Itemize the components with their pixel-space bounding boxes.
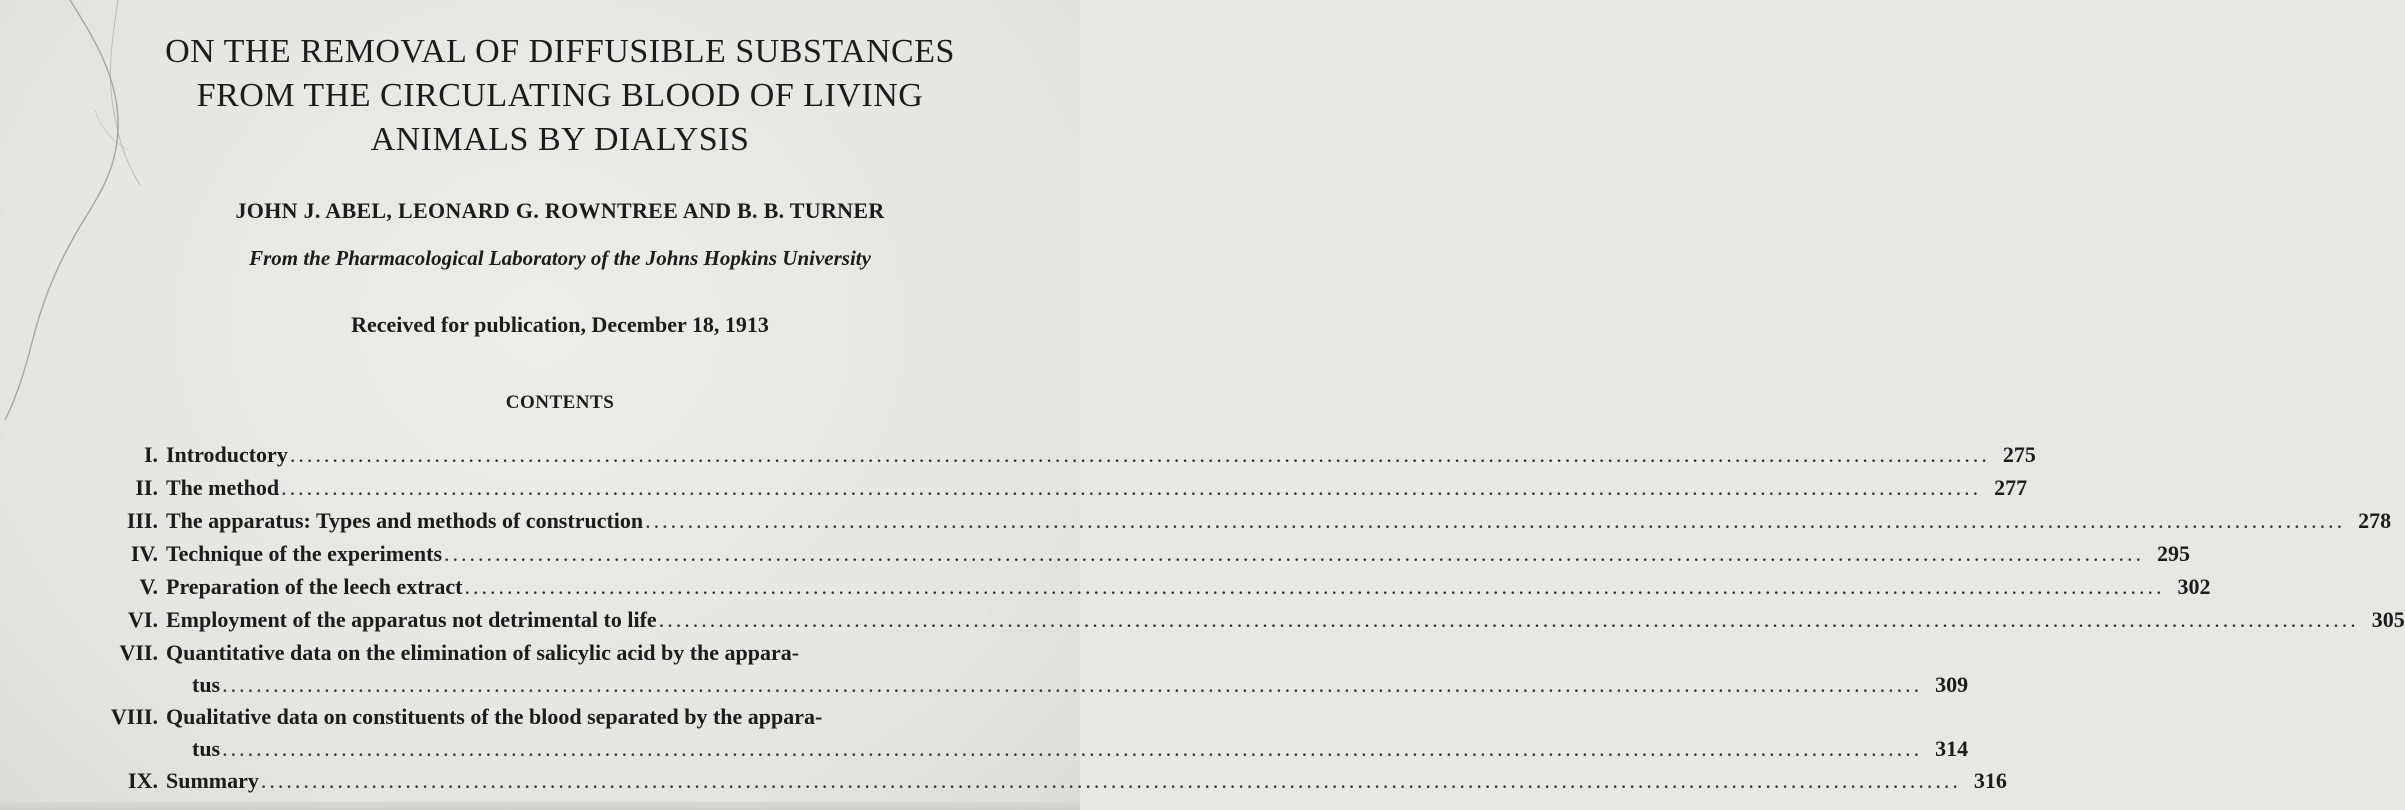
toc-leader-dots: ........................................................................................................................................................................................................ — [222, 672, 1923, 697]
table-of-contents — [80, 438, 2405, 797]
toc-page: 316 — [1973, 768, 2007, 793]
toc-entry — [80, 603, 2405, 636]
toc-text: Qualitative data on constituents of the blood separated by the appara- — [166, 704, 823, 729]
toc-number: VII. — [119, 640, 158, 665]
toc-leader-dots: ........................................................................................................................................................................................................ — [281, 475, 1982, 500]
toc-text: Introductory — [166, 442, 288, 467]
toc-entry — [80, 471, 2028, 504]
toc-number: I. — [143, 442, 158, 467]
toc-number: IX. — [128, 768, 158, 793]
toc-page: 305 — [2371, 607, 2405, 632]
title-line: ANIMALS BY DIALYSIS — [370, 121, 750, 158]
toc-text: The method — [166, 475, 280, 500]
toc-text: The apparatus: Types and methods of construction — [166, 508, 644, 533]
contents-heading: CONTENTS — [505, 392, 615, 413]
toc-page: 275 — [2002, 442, 2036, 467]
toc-text: Summary — [166, 768, 259, 793]
toc-text-continued: tus — [192, 736, 221, 761]
toc-entry — [80, 537, 2191, 570]
toc-leader-dots: ........................................................................................................................................................................................................ — [289, 442, 1990, 467]
toc-leader-dots: ........................................................................................................................................................................................................ — [260, 768, 1961, 793]
toc-number: VI. — [128, 607, 158, 632]
toc-text: Technique of the experiments — [166, 541, 443, 566]
toc-leader-dots: ........................................................................................................................................................................................................ — [658, 607, 2359, 632]
toc-page: 309 — [1935, 672, 1969, 697]
toc-number: V. — [139, 574, 158, 599]
toc-entry — [80, 504, 2392, 537]
toc-page: 277 — [1994, 475, 2028, 500]
affiliation: From the Pharmacological Laboratory of the Johns Hopkins University — [249, 246, 871, 270]
toc-entry — [80, 636, 1969, 700]
toc-text-continued: tus — [192, 672, 221, 697]
toc-leader-dots: ........................................................................................................................................................................................................ — [645, 508, 2346, 533]
toc-leader-dots: ........................................................................................................................................................................................................ — [464, 574, 2165, 599]
received-date: Received for publication, December 18, 1913 — [351, 312, 769, 337]
toc-number: II. — [135, 475, 158, 500]
toc-leader-dots: ........................................................................................................................................................................................................ — [222, 736, 1923, 761]
authors: JOHN J. ABEL, LEONARD G. ROWNTREE AND B. B. TURNER — [235, 198, 885, 223]
toc-text: Quantitative data on the elimination of salicylic acid by the appara- — [166, 640, 800, 665]
toc-number: III. — [126, 508, 158, 533]
toc-leader-dots: ........................................................................................................................................................................................................ — [444, 541, 2145, 566]
toc-entry — [80, 764, 2007, 797]
title-line: ON THE REMOVAL OF DIFFUSIBLE SUBSTANCES — [165, 33, 955, 70]
title-line: FROM THE CIRCULATING BLOOD OF LIVING — [196, 77, 924, 114]
toc-number: IV. — [130, 541, 158, 566]
toc-page: 302 — [2177, 574, 2211, 599]
toc-text: Preparation of the leech extract — [166, 574, 463, 599]
toc-number: VIII. — [110, 704, 158, 729]
page-bottom-edge — [0, 802, 1080, 810]
toc-entry — [80, 700, 1969, 764]
paper-title — [60, 30, 1060, 162]
toc-page: 295 — [2157, 541, 2191, 566]
toc-entry — [80, 570, 2211, 603]
toc-entry — [80, 438, 2036, 471]
toc-page: 314 — [1935, 736, 1969, 761]
toc-text: Employment of the apparatus not detrimental to life — [166, 607, 657, 632]
toc-page: 278 — [2358, 508, 2392, 533]
